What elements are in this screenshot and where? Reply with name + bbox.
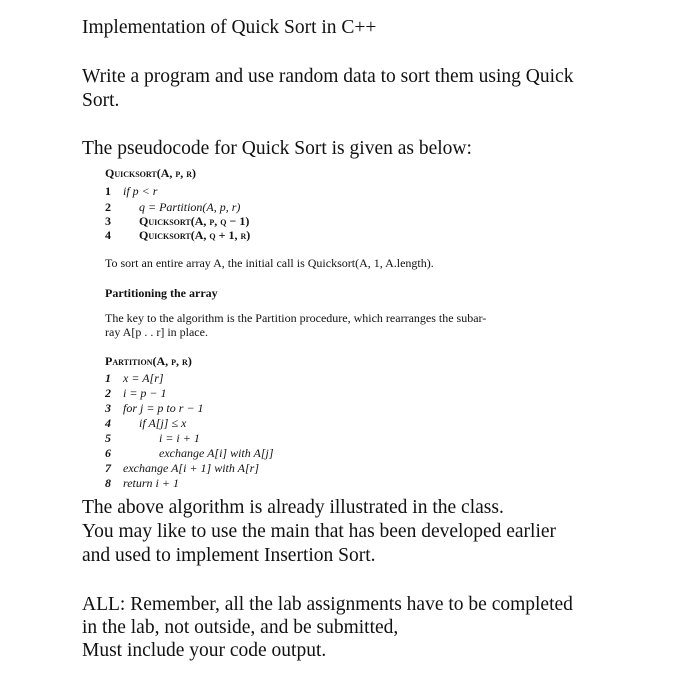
quicksort-header: Quicksort(A, p, r) xyxy=(105,166,197,180)
partitioning-desc-2: ray A[p . . r] in place. xyxy=(105,325,208,339)
code-line: 3 Quicksort(A, p, q − 1) xyxy=(105,214,250,228)
pseudocode-intro: The pseudocode for Quick Sort is given as below: xyxy=(82,138,472,159)
outro-line-1: The above algorithm is already illustrated in the class. xyxy=(82,497,504,518)
partition-header: Partition(A, p, r) xyxy=(105,354,192,368)
code-line: 2 i = p − 1 xyxy=(105,386,167,400)
code-line: 2 q = Partition(A, p, r) xyxy=(105,200,241,214)
code-line: 4 if A[j] ≤ x xyxy=(105,416,187,430)
intro-line-2: Sort. xyxy=(82,90,120,111)
code-line: 8 return i + 1 xyxy=(105,476,179,490)
code-line: 1 x = A[r] xyxy=(105,371,164,385)
code-line: 1 if p < r xyxy=(105,184,158,198)
notice-line-2: in the lab, not outside, and be submitted, xyxy=(82,617,399,638)
code-line: 5 i = i + 1 xyxy=(105,431,200,445)
code-line: 7 exchange A[i + 1] with A[r] xyxy=(105,461,259,475)
outro-line-2: You may like to use the main that has been developed earlier xyxy=(82,521,557,542)
outro-line-3: and used to implement Insertion Sort. xyxy=(82,545,376,566)
code-line: 3 for j = p to r − 1 xyxy=(105,401,204,415)
code-line: 4 Quicksort(A, q + 1, r) xyxy=(105,228,251,242)
intro-line-1: Write a program and use random data to sort them using Quick xyxy=(82,66,574,87)
notice-line-1: ALL: Remember, all the lab assignments have to be completed xyxy=(82,594,573,615)
notice-line-3: Must include your code output. xyxy=(82,640,327,661)
partitioning-desc-1: The key to the algorithm is the Partition procedure, which rearranges the subar- xyxy=(105,311,487,325)
page-title: Implementation of Quick Sort in C++ xyxy=(82,17,377,38)
initial-call-note: To sort an entire array A, the initial call is Quicksort(A, 1, A.length). xyxy=(105,256,434,270)
code-line: 6 exchange A[i] with A[j] xyxy=(105,446,274,460)
partitioning-heading: Partitioning the array xyxy=(105,286,218,300)
